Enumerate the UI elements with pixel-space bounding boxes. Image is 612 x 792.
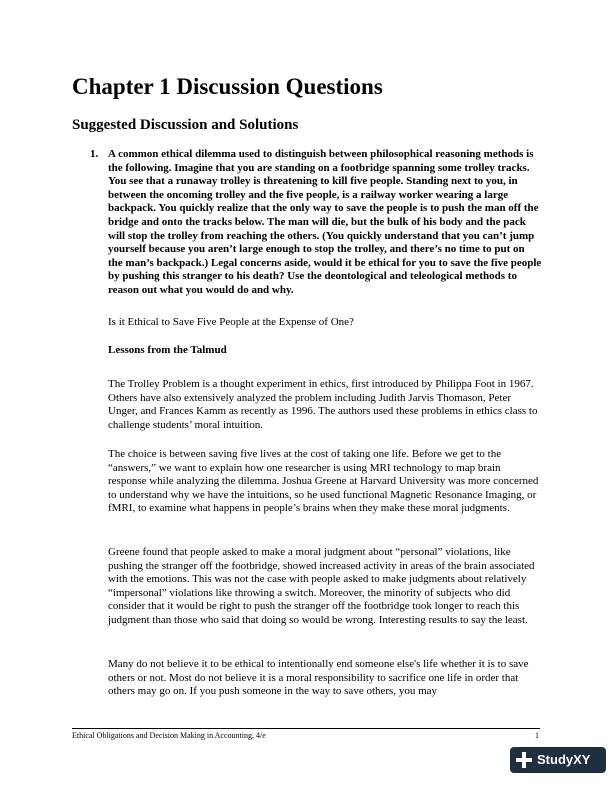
lessons-heading: Lessons from the Talmud bbox=[108, 344, 227, 356]
chapter-title: Chapter 1 Discussion Questions bbox=[72, 74, 383, 99]
footer-divider bbox=[72, 728, 540, 729]
paragraph: The Trolley Problem is a thought experiment in ethics, first introduced by Philippa Foot in 1967. Others have also extensively analyzed the problem including Judith Jarvis Thomason, Peter Unger, and Frances Kamm as recently as 1996. The authors used these problems in ethics class to challenge students’ moral intuition. bbox=[108, 378, 538, 431]
answer-title: Is it Ethical to Save Five People at the Expense of One? bbox=[108, 316, 354, 328]
footer-book-title: Ethical Obligations and Decision Making in Accounting, 4/e bbox=[72, 731, 266, 740]
discussion-question bbox=[90, 148, 542, 298]
footer-page-number: 1 bbox=[535, 731, 539, 740]
question-text: A common ethical dilemma used to distinguish between philosophical reasoning methods is the following. Imagine that you are standing on a footbridge spanning some trolley tracks. You see that a runaway trolley is threatening to kill five people. Standing next to you, in between the oncoming trolley and the five people, is a railway worker wearing a large backpack. You quickly realize that the only way to save the people is to push the man off the bridge and onto the tracks below. The man will die, but the bulk of his body and the pack will stop the trolley from reaching the others. (You quickly understand that you can’t jump yourself because you aren’t large enough to stop the trolley, and there’s no time to put on the man’s backpack.) Legal concerns aside, would it be ethical for you to save the five people by pushing this stranger to his death? Use the deontological and teleological methods to reason out what you would do and why. bbox=[108, 148, 542, 296]
section-heading: Suggested Discussion and Solutions bbox=[72, 117, 299, 133]
brand-name: StudyXY bbox=[537, 752, 591, 767]
plus-icon bbox=[515, 751, 533, 769]
paragraph: Greene found that people asked to make a moral judgment about “personal” violations, like pushing the stranger off the footbridge, showed increased activity in areas of the brain associated with the emotions. This was not the case with people asked to make judgments about relatively “impersonal” violations like throwing a switch. Moreover, the minority of subjects who did consider that it would be right to push the stranger off the footbridge took longer to reach this judgment than those who said that doing so would be wrong. Interesting results to say the least. bbox=[108, 546, 535, 626]
paragraph: Many do not believe it to be ethical to intentionally end someone else's life whether it is to save others or not. Most do not believe it is a moral responsibility to sacrifice one life in order that others may go on. If you push someone in the way to save others, you may bbox=[108, 658, 529, 698]
question-number: 1. bbox=[90, 148, 99, 160]
studyxy-logo[interactable] bbox=[510, 747, 606, 773]
paragraph: The choice is between saving five lives at the cost of taking one life. Before we get to the “answers,” we want to explain how one researcher is using MRI technology to map brain response while analyzing the dilemma. Joshua Greene at Harvard University was more concerned to understand why we have the intuitions, so he used functional Magnetic Resonance Imaging, or fMRI, to examine what happens in people’s brains when they make these moral judgments. bbox=[108, 448, 539, 515]
